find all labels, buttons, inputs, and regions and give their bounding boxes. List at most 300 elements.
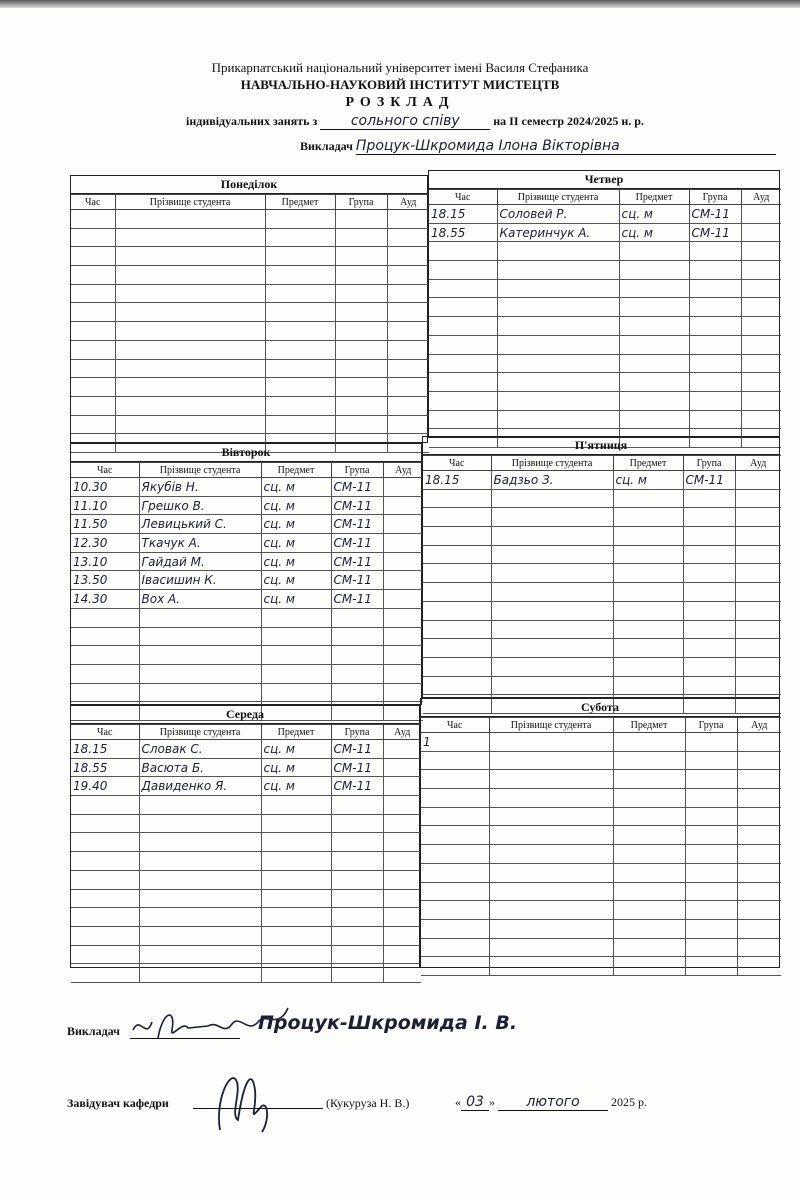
time-cell xyxy=(423,601,491,620)
room-cell xyxy=(387,228,429,247)
group-cell xyxy=(335,247,387,266)
room-cell xyxy=(737,938,781,957)
subject-cell xyxy=(261,814,331,833)
time-cell xyxy=(71,870,139,889)
room-cell xyxy=(387,284,429,303)
group-cell xyxy=(331,833,383,852)
subject-cell xyxy=(619,354,689,373)
student-cell xyxy=(115,210,265,229)
room-cell xyxy=(383,758,421,777)
day-friday xyxy=(422,436,780,698)
group-cell xyxy=(689,279,741,298)
group-cell xyxy=(335,303,387,322)
subject-cell xyxy=(261,796,331,815)
table-row xyxy=(71,359,429,378)
time-cell xyxy=(423,527,491,546)
date-day: 03 xyxy=(461,1094,489,1111)
time-cell: 11.10 xyxy=(71,496,139,515)
table-row xyxy=(71,340,429,359)
column-header-subject: Предмет xyxy=(613,718,685,733)
room-cell xyxy=(735,527,781,546)
student-cell: Якубів Н. xyxy=(139,478,261,497)
group-cell xyxy=(331,945,383,964)
subject-cell xyxy=(619,261,689,280)
time-cell xyxy=(71,796,139,815)
student-cell xyxy=(491,620,613,639)
subject-cell: сц. м xyxy=(261,758,331,777)
group-cell xyxy=(331,908,383,927)
student-cell xyxy=(139,664,261,683)
column-header-time: Час xyxy=(71,195,115,210)
room-cell xyxy=(383,852,421,871)
subject-cell xyxy=(265,359,335,378)
schedule-table xyxy=(71,194,429,453)
group-cell xyxy=(683,527,735,546)
subject-cell xyxy=(613,733,685,752)
room-cell xyxy=(383,552,423,571)
room-cell xyxy=(737,957,781,976)
room-cell xyxy=(735,639,781,658)
student-cell xyxy=(491,657,613,676)
table-row xyxy=(429,373,781,392)
subject-cell xyxy=(613,938,685,957)
day-title: Субота xyxy=(421,699,779,717)
table-row xyxy=(71,945,421,964)
date-year: 2025 р. xyxy=(611,1095,647,1109)
group-cell xyxy=(685,826,737,845)
room-cell xyxy=(387,210,429,229)
time-cell xyxy=(423,620,491,639)
student-cell xyxy=(139,852,261,871)
time-cell xyxy=(71,340,115,359)
group-cell: СМ-11 xyxy=(331,758,383,777)
student-cell xyxy=(489,957,613,976)
group-cell xyxy=(689,261,741,280)
time-cell: 18.15 xyxy=(71,740,139,759)
student-cell xyxy=(489,938,613,957)
date-close-quote: » xyxy=(489,1095,495,1109)
column-header-time: Час xyxy=(71,725,139,740)
group-cell xyxy=(331,608,383,627)
table-row xyxy=(423,564,781,583)
subject-cell xyxy=(613,957,685,976)
subject-cell xyxy=(613,826,685,845)
table-row xyxy=(421,789,781,808)
time-cell xyxy=(421,826,489,845)
group-cell xyxy=(335,378,387,397)
room-cell xyxy=(383,870,421,889)
subject-cell xyxy=(613,545,683,564)
room-cell xyxy=(737,770,781,789)
date-month: лютого xyxy=(498,1094,608,1111)
student-cell xyxy=(139,646,261,665)
table-row xyxy=(421,919,781,938)
time-cell xyxy=(71,266,115,285)
room-cell xyxy=(383,627,423,646)
room-cell xyxy=(735,620,781,639)
time-cell xyxy=(423,545,491,564)
student-cell xyxy=(115,266,265,285)
table-row xyxy=(71,852,421,871)
table-row xyxy=(71,683,423,702)
room-cell xyxy=(387,378,429,397)
room-cell xyxy=(735,564,781,583)
subject-cell xyxy=(261,833,331,852)
table-row xyxy=(71,496,423,515)
room-cell xyxy=(387,322,429,341)
group-cell xyxy=(683,545,735,564)
time-cell xyxy=(429,298,497,317)
column-header-student: Прізвище студента xyxy=(115,195,265,210)
subject-cell xyxy=(613,751,685,770)
group-cell: СМ-11 xyxy=(683,471,735,490)
individual-label: індивідуальних занять з xyxy=(186,114,318,128)
table-row xyxy=(429,298,781,317)
time-cell xyxy=(421,770,489,789)
schedule-table xyxy=(71,462,423,721)
table-row xyxy=(421,733,781,752)
student-cell xyxy=(489,882,613,901)
time-cell: 18.55 xyxy=(71,758,139,777)
header-row xyxy=(423,456,781,471)
group-cell xyxy=(685,919,737,938)
subject-cell: сц. м xyxy=(261,777,331,796)
table-row xyxy=(421,826,781,845)
time-cell xyxy=(423,564,491,583)
time-cell xyxy=(421,863,489,882)
table-row xyxy=(71,590,423,609)
student-cell xyxy=(115,284,265,303)
group-cell: СМ-11 xyxy=(689,205,741,224)
column-header-room: Ауд xyxy=(735,456,781,471)
time-cell xyxy=(421,789,489,808)
subject-cell xyxy=(613,789,685,808)
table-row xyxy=(71,228,429,247)
subject-cell xyxy=(265,284,335,303)
subject-cell xyxy=(619,298,689,317)
room-cell xyxy=(383,683,423,702)
student-cell xyxy=(139,814,261,833)
student-cell xyxy=(491,676,613,695)
group-cell xyxy=(683,676,735,695)
schedule-table xyxy=(421,717,781,976)
time-cell xyxy=(71,664,139,683)
time-cell xyxy=(71,210,115,229)
subject-cell xyxy=(261,926,331,945)
room-cell xyxy=(383,926,421,945)
column-header-room: Ауд xyxy=(741,190,781,205)
table-row xyxy=(429,223,781,242)
room-cell xyxy=(383,945,421,964)
header-row xyxy=(71,463,423,478)
student-cell: Івасишин К. xyxy=(139,571,261,590)
table-row xyxy=(429,410,781,429)
subject-cell xyxy=(261,852,331,871)
time-cell xyxy=(71,964,139,983)
table-row xyxy=(71,210,429,229)
group-cell: СМ-11 xyxy=(331,777,383,796)
date-open-quote: « xyxy=(455,1095,461,1109)
table-row xyxy=(71,889,421,908)
student-cell xyxy=(491,601,613,620)
time-cell xyxy=(71,683,139,702)
room-cell xyxy=(383,908,421,927)
column-header-student: Прізвище студента xyxy=(139,725,261,740)
table-row xyxy=(421,770,781,789)
subject-cell xyxy=(613,639,683,658)
group-cell: СМ-11 xyxy=(331,515,383,534)
group-cell xyxy=(685,938,737,957)
schedule-table xyxy=(71,724,421,983)
time-cell: 11.50 xyxy=(71,515,139,534)
time-cell xyxy=(71,833,139,852)
student-cell xyxy=(139,926,261,945)
time-cell xyxy=(71,889,139,908)
day-saturday xyxy=(420,698,780,968)
time-cell xyxy=(429,373,497,392)
group-cell xyxy=(683,601,735,620)
column-header-group: Група xyxy=(689,190,741,205)
time-cell xyxy=(421,957,489,976)
subject-cell xyxy=(613,882,685,901)
column-header-student: Прізвище студента xyxy=(139,463,261,478)
subject-cell xyxy=(613,583,683,602)
student-cell xyxy=(491,527,613,546)
room-cell xyxy=(387,415,429,434)
student-cell xyxy=(489,919,613,938)
room-cell xyxy=(737,882,781,901)
day-monday xyxy=(70,175,428,443)
room-cell xyxy=(735,545,781,564)
column-header-room: Ауд xyxy=(383,725,421,740)
table-row xyxy=(429,317,781,336)
subject-cell xyxy=(265,378,335,397)
subject-cell xyxy=(265,322,335,341)
table-row xyxy=(71,796,421,815)
table-row xyxy=(71,908,421,927)
subject-cell xyxy=(265,266,335,285)
group-cell xyxy=(683,564,735,583)
table-row xyxy=(429,205,781,224)
table-row xyxy=(429,279,781,298)
time-cell xyxy=(429,410,497,429)
student-cell xyxy=(497,354,619,373)
group-cell xyxy=(331,664,383,683)
group-cell xyxy=(331,889,383,908)
room-cell xyxy=(387,359,429,378)
table-row xyxy=(421,901,781,920)
room-cell xyxy=(387,340,429,359)
group-cell xyxy=(331,852,383,871)
student-cell: Ткачук А. xyxy=(139,534,261,553)
table-row xyxy=(423,545,781,564)
time-cell xyxy=(429,261,497,280)
student-cell: Бадзьо З. xyxy=(491,471,613,490)
group-cell: СМ-11 xyxy=(331,478,383,497)
time-cell xyxy=(71,415,115,434)
time-cell xyxy=(71,926,139,945)
subject-cell: сц. м xyxy=(261,534,331,553)
room-cell xyxy=(741,279,781,298)
student-cell xyxy=(115,247,265,266)
table-row xyxy=(71,758,421,777)
time-cell xyxy=(71,396,115,415)
time-cell xyxy=(71,284,115,303)
column-header-room: Ауд xyxy=(387,195,429,210)
student-cell xyxy=(489,789,613,808)
room-cell xyxy=(387,266,429,285)
student-cell xyxy=(115,359,265,378)
subject-cell xyxy=(613,807,685,826)
room-cell xyxy=(383,478,423,497)
student-cell xyxy=(497,373,619,392)
student-cell xyxy=(497,261,619,280)
student-cell xyxy=(489,770,613,789)
table-row xyxy=(71,608,423,627)
room-cell xyxy=(741,317,781,336)
time-cell xyxy=(421,807,489,826)
group-cell: СМ-11 xyxy=(331,571,383,590)
group-cell xyxy=(335,228,387,247)
room-cell xyxy=(735,657,781,676)
group-cell xyxy=(685,807,737,826)
group-cell xyxy=(685,733,737,752)
day-tuesday xyxy=(70,443,422,705)
room-cell xyxy=(383,571,423,590)
time-cell xyxy=(423,489,491,508)
time-cell: 14.30 xyxy=(71,590,139,609)
subject-cell xyxy=(613,919,685,938)
group-cell xyxy=(685,863,737,882)
subject-cell xyxy=(261,627,331,646)
group-cell xyxy=(685,789,737,808)
room-cell xyxy=(737,863,781,882)
teacher-handwritten: Процук-Шкромида Ілона Вікторівна xyxy=(356,138,776,155)
column-header-subject: Предмет xyxy=(613,456,683,471)
time-cell xyxy=(423,657,491,676)
group-cell xyxy=(689,317,741,336)
schedule-table xyxy=(423,455,781,714)
subject-cell xyxy=(261,646,331,665)
room-cell xyxy=(737,789,781,808)
footer-teacher-label: Викладач xyxy=(67,1024,120,1038)
subject-cell xyxy=(619,242,689,261)
table-row xyxy=(429,391,781,410)
time-cell: 18.15 xyxy=(423,471,491,490)
subject-cell xyxy=(265,228,335,247)
schedule-table xyxy=(429,189,781,448)
time-cell xyxy=(421,901,489,920)
student-cell xyxy=(139,627,261,646)
subject-cell xyxy=(265,303,335,322)
table-row xyxy=(71,378,429,397)
room-cell xyxy=(737,751,781,770)
student-cell xyxy=(489,733,613,752)
column-header-group: Група xyxy=(331,725,383,740)
room-cell xyxy=(741,223,781,242)
group-cell xyxy=(689,391,741,410)
group-cell xyxy=(335,266,387,285)
table-row xyxy=(421,957,781,976)
time-cell: 1 xyxy=(421,733,489,752)
column-header-subject: Предмет xyxy=(261,725,331,740)
table-row xyxy=(71,964,421,983)
table-row xyxy=(71,627,423,646)
table-row xyxy=(71,664,423,683)
table-row xyxy=(71,284,429,303)
group-cell xyxy=(331,646,383,665)
room-cell xyxy=(383,664,423,683)
time-cell xyxy=(421,845,489,864)
student-cell xyxy=(115,415,265,434)
table-row xyxy=(429,242,781,261)
institute-name: НАВЧАЛЬНО-НАУКОВИЙ ІНСТИТУТ МИСТЕЦТВ xyxy=(240,77,560,92)
room-cell xyxy=(735,601,781,620)
table-row xyxy=(423,583,781,602)
table-row xyxy=(71,478,423,497)
group-cell xyxy=(683,489,735,508)
room-cell xyxy=(387,247,429,266)
room-cell xyxy=(735,583,781,602)
time-cell xyxy=(71,303,115,322)
table-row xyxy=(71,926,421,945)
group-cell xyxy=(689,298,741,317)
group-cell xyxy=(335,415,387,434)
teacher-label: Викладач xyxy=(300,139,353,153)
column-header-time: Час xyxy=(421,718,489,733)
time-cell: 10.30 xyxy=(71,478,139,497)
student-cell xyxy=(489,863,613,882)
table-row xyxy=(429,354,781,373)
table-row xyxy=(71,515,423,534)
group-cell xyxy=(683,620,735,639)
time-cell xyxy=(71,378,115,397)
room-cell xyxy=(735,676,781,695)
group-cell xyxy=(331,683,383,702)
subject-cell: сц. м xyxy=(261,590,331,609)
table-row xyxy=(423,471,781,490)
room-cell xyxy=(383,534,423,553)
student-cell xyxy=(139,870,261,889)
scan-edge xyxy=(0,0,800,8)
subject-cell: сц. м xyxy=(261,552,331,571)
time-cell xyxy=(423,583,491,602)
student-cell xyxy=(115,303,265,322)
group-cell xyxy=(689,335,741,354)
table-row xyxy=(423,508,781,527)
group-cell xyxy=(335,359,387,378)
student-cell xyxy=(115,396,265,415)
room-cell xyxy=(737,826,781,845)
student-cell xyxy=(491,564,613,583)
table-row xyxy=(71,266,429,285)
group-cell xyxy=(331,627,383,646)
subject-cell xyxy=(619,410,689,429)
table-row xyxy=(429,335,781,354)
student-cell xyxy=(497,335,619,354)
day-title: Вівторок xyxy=(71,444,421,462)
room-cell xyxy=(383,740,421,759)
time-cell xyxy=(423,639,491,658)
subject-cell xyxy=(265,247,335,266)
group-cell xyxy=(335,396,387,415)
subject-cell: сц. м xyxy=(619,223,689,242)
time-cell xyxy=(429,391,497,410)
student-cell xyxy=(489,751,613,770)
time-cell xyxy=(423,676,491,695)
subject-cell xyxy=(261,608,331,627)
day-wednesday xyxy=(70,705,420,968)
